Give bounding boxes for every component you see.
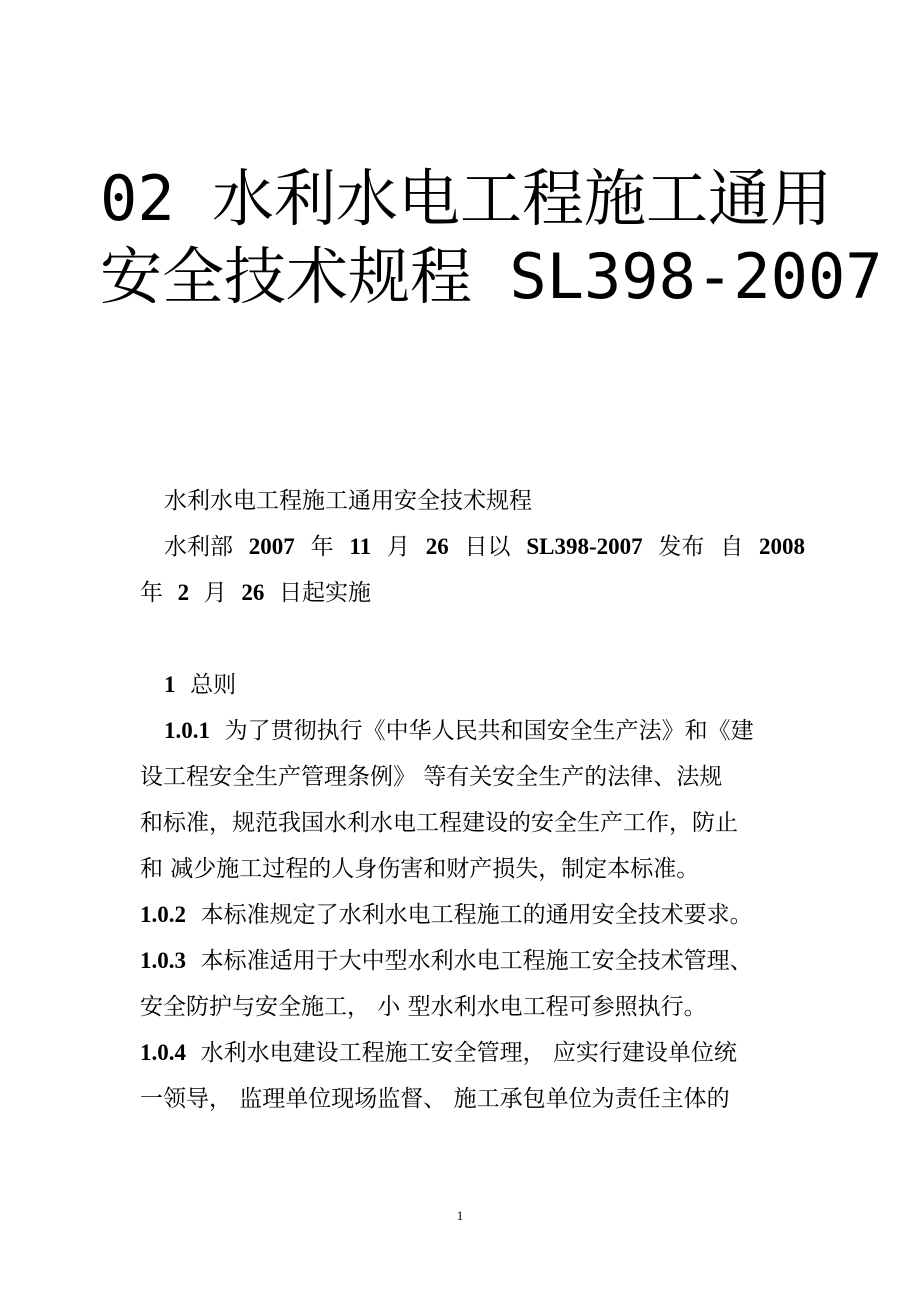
clause-text: 本标准规定了水利水电工程施工的通用安全技术要求。 <box>200 902 753 928</box>
clause-text: 水利水电建设工程施工安全管理， 应实行建设单位统 <box>200 1040 737 1066</box>
subtitle: 水利水电工程施工通用安全技术规程 <box>164 488 532 514</box>
issue-word: 2007 <box>248 534 295 559</box>
section-label: 总则 <box>190 672 237 698</box>
clause-line <box>140 1030 805 1076</box>
issue-word: 年 <box>140 580 163 606</box>
document-body <box>140 478 805 1122</box>
issue-word: 月 <box>203 580 227 606</box>
clause-line <box>140 938 805 984</box>
document-title <box>100 160 883 316</box>
clause-line: 和 减少施工过程的人身伤害和财产损失，制定本标准。 <box>140 856 700 882</box>
issue-word: 2 <box>177 580 190 605</box>
issue-word: 2008 <box>759 534 805 559</box>
issue-word: 26 <box>241 580 265 605</box>
issue-line-1 <box>140 524 805 570</box>
clause-number: 1.0.3 <box>140 948 186 973</box>
clause-line: 和标准，规范我国水利水电工程建设的安全生产工作，防止 <box>140 810 738 836</box>
title-line-1: 02 水利水电工程施工通用 <box>100 162 832 235</box>
issue-word: 年 <box>310 534 334 560</box>
issue-word: 发布 <box>658 534 705 560</box>
clause-line <box>140 708 805 754</box>
issue-word: SL398-2007 <box>526 534 643 559</box>
clause-number: 1.0.1 <box>164 718 210 743</box>
clause-line <box>140 892 805 938</box>
issue-word: 自 <box>720 534 744 560</box>
clause-line: 安全防护与安全施工， 小 型水利水电工程可参照执行。 <box>140 994 707 1020</box>
clause-number: 1.0.2 <box>140 902 186 927</box>
issue-word: 日起实施 <box>279 580 371 606</box>
clause-line: 一领导， 监理单位现场监督、 施工承包单位为责任主体的 <box>140 1086 730 1112</box>
issue-word: 日以 <box>464 534 511 560</box>
clause-text: 本标准适用于大中型水利水电工程施工安全技术管理、 <box>200 948 753 974</box>
section-number: 1 <box>164 672 176 697</box>
clause-number: 1.0.4 <box>140 1040 186 1065</box>
issue-word: 月 <box>386 534 410 560</box>
issue-word: 水利部 <box>164 534 233 560</box>
issue-line-2 <box>140 570 805 616</box>
clause-text: 为了贯彻执行《中华人民共和国安全生产法》和《建 <box>224 718 754 744</box>
issue-word: 11 <box>349 534 372 559</box>
spacer <box>140 616 805 662</box>
title-line-2: 安全技术规程 SL398-2007 <box>100 240 883 313</box>
section-heading <box>140 662 805 708</box>
clause-line: 设工程安全生产管理条例》 等有关安全生产的法律、法规 <box>140 764 723 790</box>
issue-word: 26 <box>425 534 449 559</box>
page-number: 1 <box>456 1208 464 1223</box>
